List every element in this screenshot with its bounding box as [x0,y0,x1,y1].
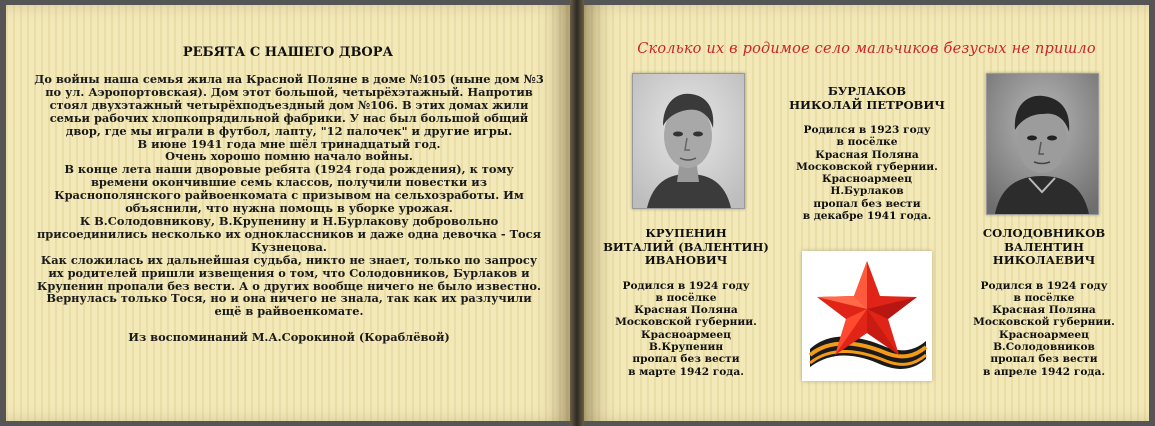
soldier-card-solodovnikov [956,227,1132,378]
memoir-text [34,73,544,344]
soldier-bio: Родился в 1924 году в посёлке Красная Поляна Московской губернии. Красноармеец В.Солодовников пропал без вести в апреле 1942 года. [973,279,1115,378]
red-star-ribbon-icon [802,251,932,381]
right-page [584,5,1149,421]
left-page [6,5,570,421]
soldier-card-burlakov [774,85,960,222]
memoir-paragraph: Как сложилась их дальнейшая судьба, никто не знает, только по запросу их родителей пришли извещения о том, что Солодовников, Бурлаков и Крупенин пропали без вести. А о других вообще ничего не было известно. Вернулась только Тося, но и она ничего не знала, так как их разлучили ещё в райвоенкомате. [37,252,541,319]
memoir-paragraph: В июне 1941 года мне шёл тринадцатый год. [137,136,441,151]
soldier-name: БУРЛАКОВ НИКОЛАЙ ПЕТРОВИЧ [789,84,945,112]
soldier-card-krupenin [596,227,776,378]
page-title: РЕБЯТА С НАШЕГО ДВОРА [182,45,394,60]
soldier-bio: Родился в 1924 году в посёлке Красная Поляна Московской губернии. Красноармеец В.Крупенин пропал без вести в марте 1942 года. [615,279,757,378]
soldier-name: СОЛОДОВНИКОВ ВАЛЕНТИН НИКОЛАЕВИЧ [982,226,1106,267]
memoir-paragraph: Очень хорошо помню начало войны. [165,149,413,164]
book-spine [570,0,584,426]
page-headline: Сколько их в родимое село мальчиков безусых не пришло [637,41,1096,57]
soldier-name: КРУПЕНИН ВИТАЛИЙ (ВАЛЕНТИН) ИВАНОВИЧ [603,226,769,267]
memoir-signature: Из воспоминаний М.А.Сорокиной (Кораблёвой) [128,330,450,345]
memoir-paragraph: К В.Солодовникову, В.Крупенину и Н.Бурлакову добровольно присоединились несколько их одноклассников и даже одна девочка - Тося Кузнецова. [36,213,542,254]
soldier-bio: Родился в 1923 году в посёлке Красная Поляна Московской губернии. Красноармеец Н.Бурлаков пропал без вести в декабре 1941 года. [796,124,938,223]
memoir-paragraph: В конце лета наши дворовые ребята (1924 года рождения), к тому времени окончившие семь классов, получили повестки из Краснополянского райвоенкомата с призывом на сельхозработы. Им объяснили, что нужна помощь в уборке урожая. [54,162,524,216]
portrait-photo-solodovnikov [986,73,1099,215]
portrait-photo-krupenin [632,73,745,209]
memoir-paragraph: До войны наша семья жила на Красной Поляне в доме №105 (ныне дом №3 по ул. Аэропортовская). Дом этот большой, четырёхэтажный. Напротив стоял двухэтажный четырёхподъездный дом №106. В этих домах жили семьи рабочих хлопкопрядильной фабрики. У нас был большой общий двор, где мы играли в футбол, лапту, "12 палочек" и другие игры. [34,72,544,138]
